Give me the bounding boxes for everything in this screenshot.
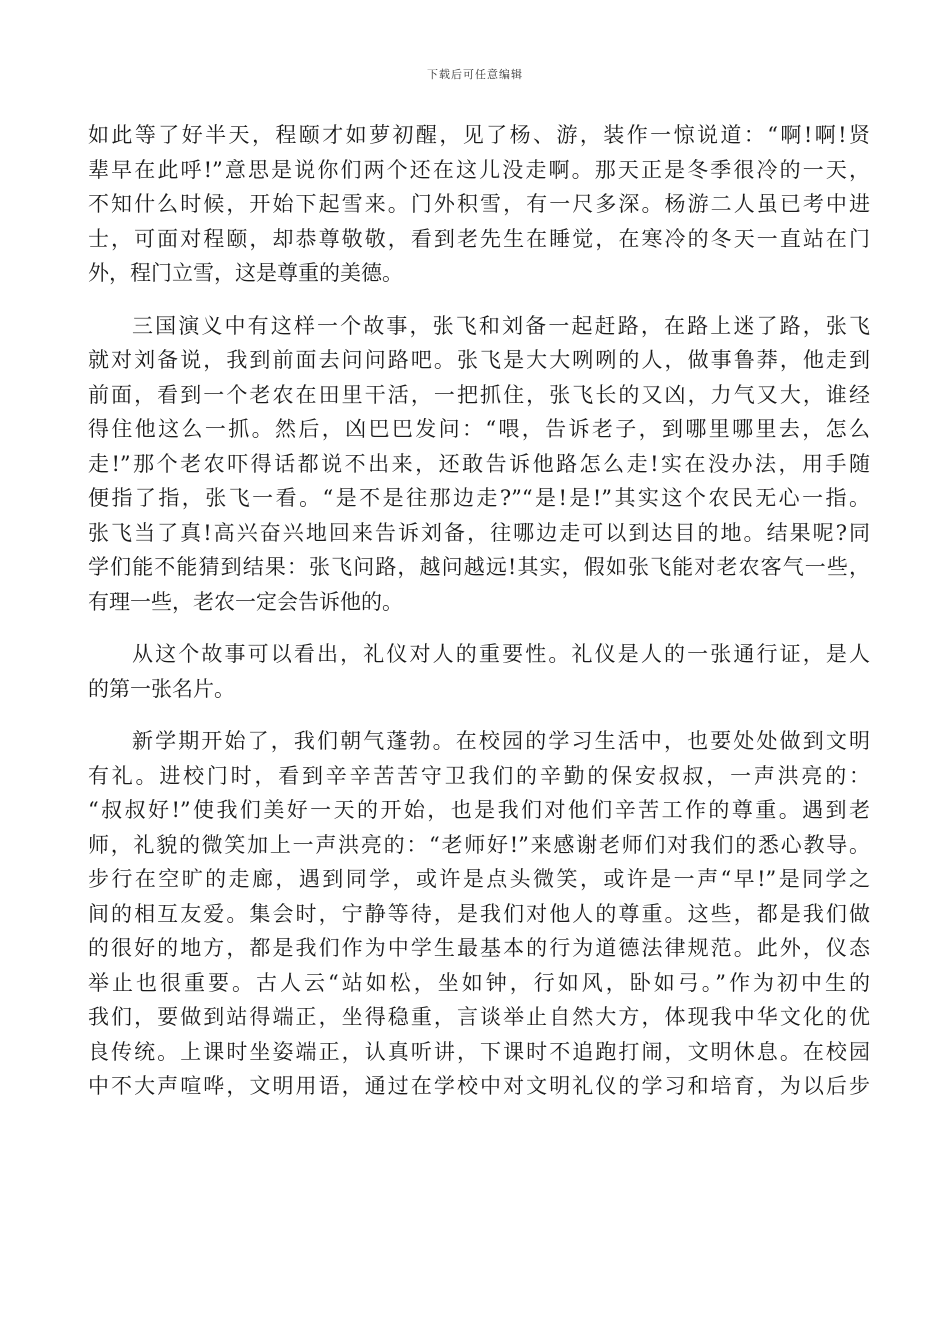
- text-line: 不知什么时候，开始下起雪来。门外积雪，有一尺多深。杨游二人虽已考中进: [88, 192, 870, 216]
- paragraph: [88, 637, 870, 706]
- text-line: 就对刘备说，我到前面去问问路吧。张飞是大大咧咧的人，做事鲁莽，他走到: [88, 348, 870, 372]
- text-line: 士，可面对程颐，却恭尊敬敬，看到老先生在睡觉，在寒冷的冬天一直站在门: [88, 226, 870, 251]
- text-line: 得住他这么一抓。然后，凶巴巴发问：“喂，告诉老子，到哪里哪里去，怎么: [88, 417, 870, 441]
- text-line: 前面，看到一个老农在田里干活，一把抓住，张飞长的又凶，力气又大，谁经: [88, 382, 870, 407]
- text-line: 三国演义中有这样一个故事，张飞和刘备一起赶路，在路上迷了路，张飞: [132, 313, 870, 338]
- text-line: “叔叔好!”使我们美好一天的开始，也是我们对他们辛苦工作的尊重。遇到老: [88, 798, 870, 822]
- page-header: 下载后可任意编辑: [427, 68, 523, 81]
- paragraph: [88, 724, 870, 1104]
- text-line: 举止也很重要。古人云“站如松，坐如钟，行如风，卧如弓。”作为初中生的: [88, 970, 870, 995]
- text-line: 外，程门立雪，这是尊重的美德。: [88, 261, 403, 285]
- text-line: 便指了指，张飞一看。“是不是往那边走?”“是!是!”其实这个农民无心一指。: [88, 486, 870, 510]
- paragraph: [88, 309, 870, 620]
- text-line: 辈早在此呼!”意思是说你们两个还在这儿没走啊。那天正是冬季很冷的一天，: [88, 157, 870, 182]
- text-line: 步行在空旷的走廊，遇到同学，或许是点头微笑，或许是一声“早!”是同学之: [88, 867, 870, 891]
- text-line: 新学期开始了，我们朝气蓬勃。在校园的学习生活中，也要处处做到文明: [132, 729, 870, 753]
- document-body: [88, 118, 870, 1122]
- paragraph: [88, 118, 870, 291]
- text-line: 的很好的地方，都是我们作为中学生最基本的行为道德法律规范。此外，仪态: [88, 936, 870, 960]
- text-line: 如此等了好半天，程颐才如萝初醒，见了杨、游，装作一惊说道：“啊!啊!贤: [88, 123, 870, 147]
- text-line: 中不大声喧哗，文明用语，通过在学校中对文明礼仪的学习和培育，为以后步: [88, 1074, 870, 1098]
- text-line: 走!”那个老农吓得话都说不出来，还敢告诉他路怎么走!实在没办法，用手随: [88, 451, 870, 476]
- text-line: 间的相互友爱。集会时，宁静等待，是我们对他人的尊重。这些，都是我们做: [88, 901, 870, 926]
- text-line: 学们能不能猜到结果：张飞问路，越问越远!其实，假如张飞能对老农客气一些，: [88, 555, 870, 579]
- text-line: 从这个故事可以看出，礼仪对人的重要性。礼仪是人的一张通行证，是人: [132, 642, 870, 666]
- text-line: 良传统。上课时坐姿端正，认真听讲，下课时不追跑打闹，文明休息。在校园: [88, 1039, 870, 1064]
- text-line: 有礼。进校门时，看到辛辛苦苦守卫我们的辛勤的保安叔叔，一声洪亮的：: [88, 763, 870, 788]
- text-line: 张飞当了真!高兴奋兴地回来告诉刘备，往哪边走可以到达目的地。结果呢?同: [88, 520, 870, 545]
- text-line: 有理一些，老农一定会告诉他的。: [88, 589, 403, 614]
- text-line: 师，礼貌的微笑加上一声洪亮的：“老师好!”来感谢老师们对我们的悉心教导。: [88, 832, 870, 857]
- text-line: 的第一张名片。: [88, 676, 235, 701]
- text-line: 我们，要做到站得端正，坐得稳重，言谈举止自然大方，体现我中华文化的优: [88, 1005, 870, 1029]
